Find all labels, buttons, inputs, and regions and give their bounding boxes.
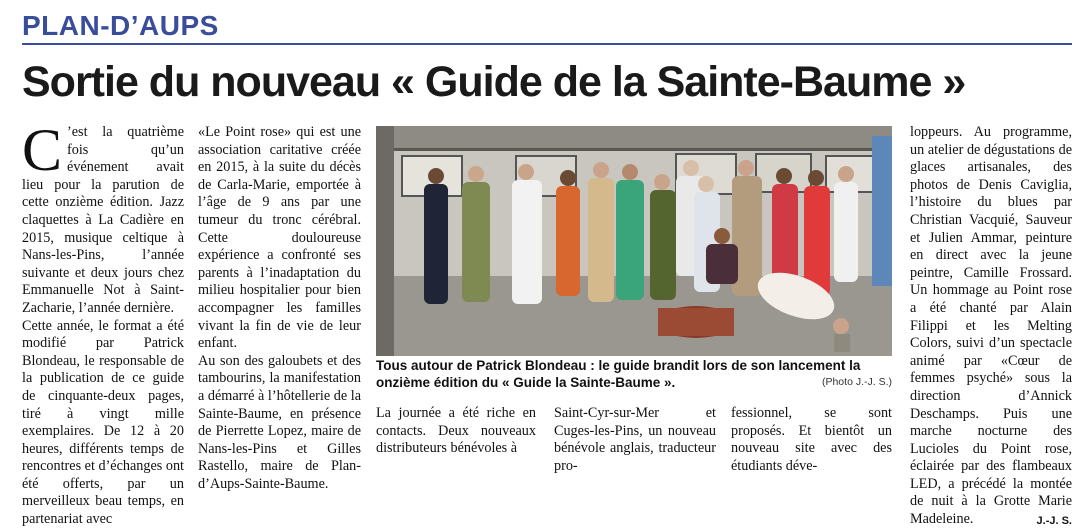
column-5 xyxy=(731,405,892,475)
column-4 xyxy=(554,405,716,475)
column-2 xyxy=(198,124,361,493)
col4-text: Saint-Cyr-sur-Mer et Cuges-les-Pins, un nouveau bénévole anglais, traducteur pro- xyxy=(554,405,716,474)
col2-paragraph-1: «Le Point rose» qui est une association caritative créée en 2015, à la suite du décès de Carla-Marie, emportée à l’âge de 9 ans par une tumeur du tronc cérébral. Cette douloureuse expérience a confronté ses parents à l’inadaptation du milieu hospitalier pour bien accompagner les familles vivant la fin de vie de leur enfant. xyxy=(198,124,361,352)
photo-caption: Tous autour de Patrick Blondeau : le guide brandit lors de son lancement la onzième édition du « Guide la Sainte-Baume ». xyxy=(376,358,861,390)
col5-text: fessionnel, se sont proposés. Et bientôt un nouveau site avec des étudiants déve- xyxy=(731,405,892,474)
col2-paragraph-2: Au son des galoubets et des tambourins, la manifestation a démarré à l’hôtellerie de la Sainte-Baume, en présence de Pierrette Lopez, maire de Nans-les-Pins et Gilles Rastello, maire de Plan-d’Aups-Sainte-Baume. xyxy=(198,352,361,492)
col1-paragraph-1: ’est la quatrième fois qu’un événement avait lieu pour la parution de cette onzième édition. Jazz claquettes à La Cadière en 2015, musique celtique à Nans-les-Pins, l’année suivante et deux jours chez Emmanuelle Not à Saint-Zacharie, l’année dernière. xyxy=(22,124,184,316)
column-3 xyxy=(376,405,536,458)
headline: Sortie du nouveau « Guide de la Sainte-Baume » xyxy=(22,58,966,106)
group-photo-illustration xyxy=(376,126,892,356)
byline: J.-J. S. xyxy=(1036,515,1072,528)
drop-cap: C xyxy=(22,117,63,183)
col1-paragraph-2: Cette année, le format a été modifié par Patrick Blondeau, le responsable de la publication de ce guide de cinquante-deux pages, tiré à vingt mille exemplaires. De 12 à 20 heures, différents temps de rencontres et d’échanges ont été offerts, par un merveilleux beau temps, en partenariat avec xyxy=(22,317,184,528)
column-1 xyxy=(22,117,184,529)
photo-credit: (Photo J.-J. S.) xyxy=(821,376,892,388)
col6-text: loppeurs. Au programme, un atelier de dégustations de glaces artisanales, des photos de Denis Caviglia, l’histoire du blues par Christian Vacquié, Sauveur et Julien Ammar, peinture en direct avec la jeune peintre, Camille Frossard. Un hommage au Point rose a été chanté par Alain Filippi et les Melting Colors, suivi d’un spectacle animé par «Cœur de femmes psyché» sous la direction d’Annick Deschamps. Puis une marche nocturne des Lucioles du Point rose, éclairée par des flambeaux LED, a précédé la montée de nuit à la Grotte Marie Madeleine. xyxy=(910,124,1072,528)
section-rubric: PLAN-D’AUPS xyxy=(22,10,219,41)
column-6 xyxy=(910,124,1072,531)
col3-text: La journée a été riche en contacts. Deux nouveaux distributeurs bénévoles à xyxy=(376,405,536,457)
rubric-rule xyxy=(22,43,1072,45)
group-photo xyxy=(376,126,892,356)
